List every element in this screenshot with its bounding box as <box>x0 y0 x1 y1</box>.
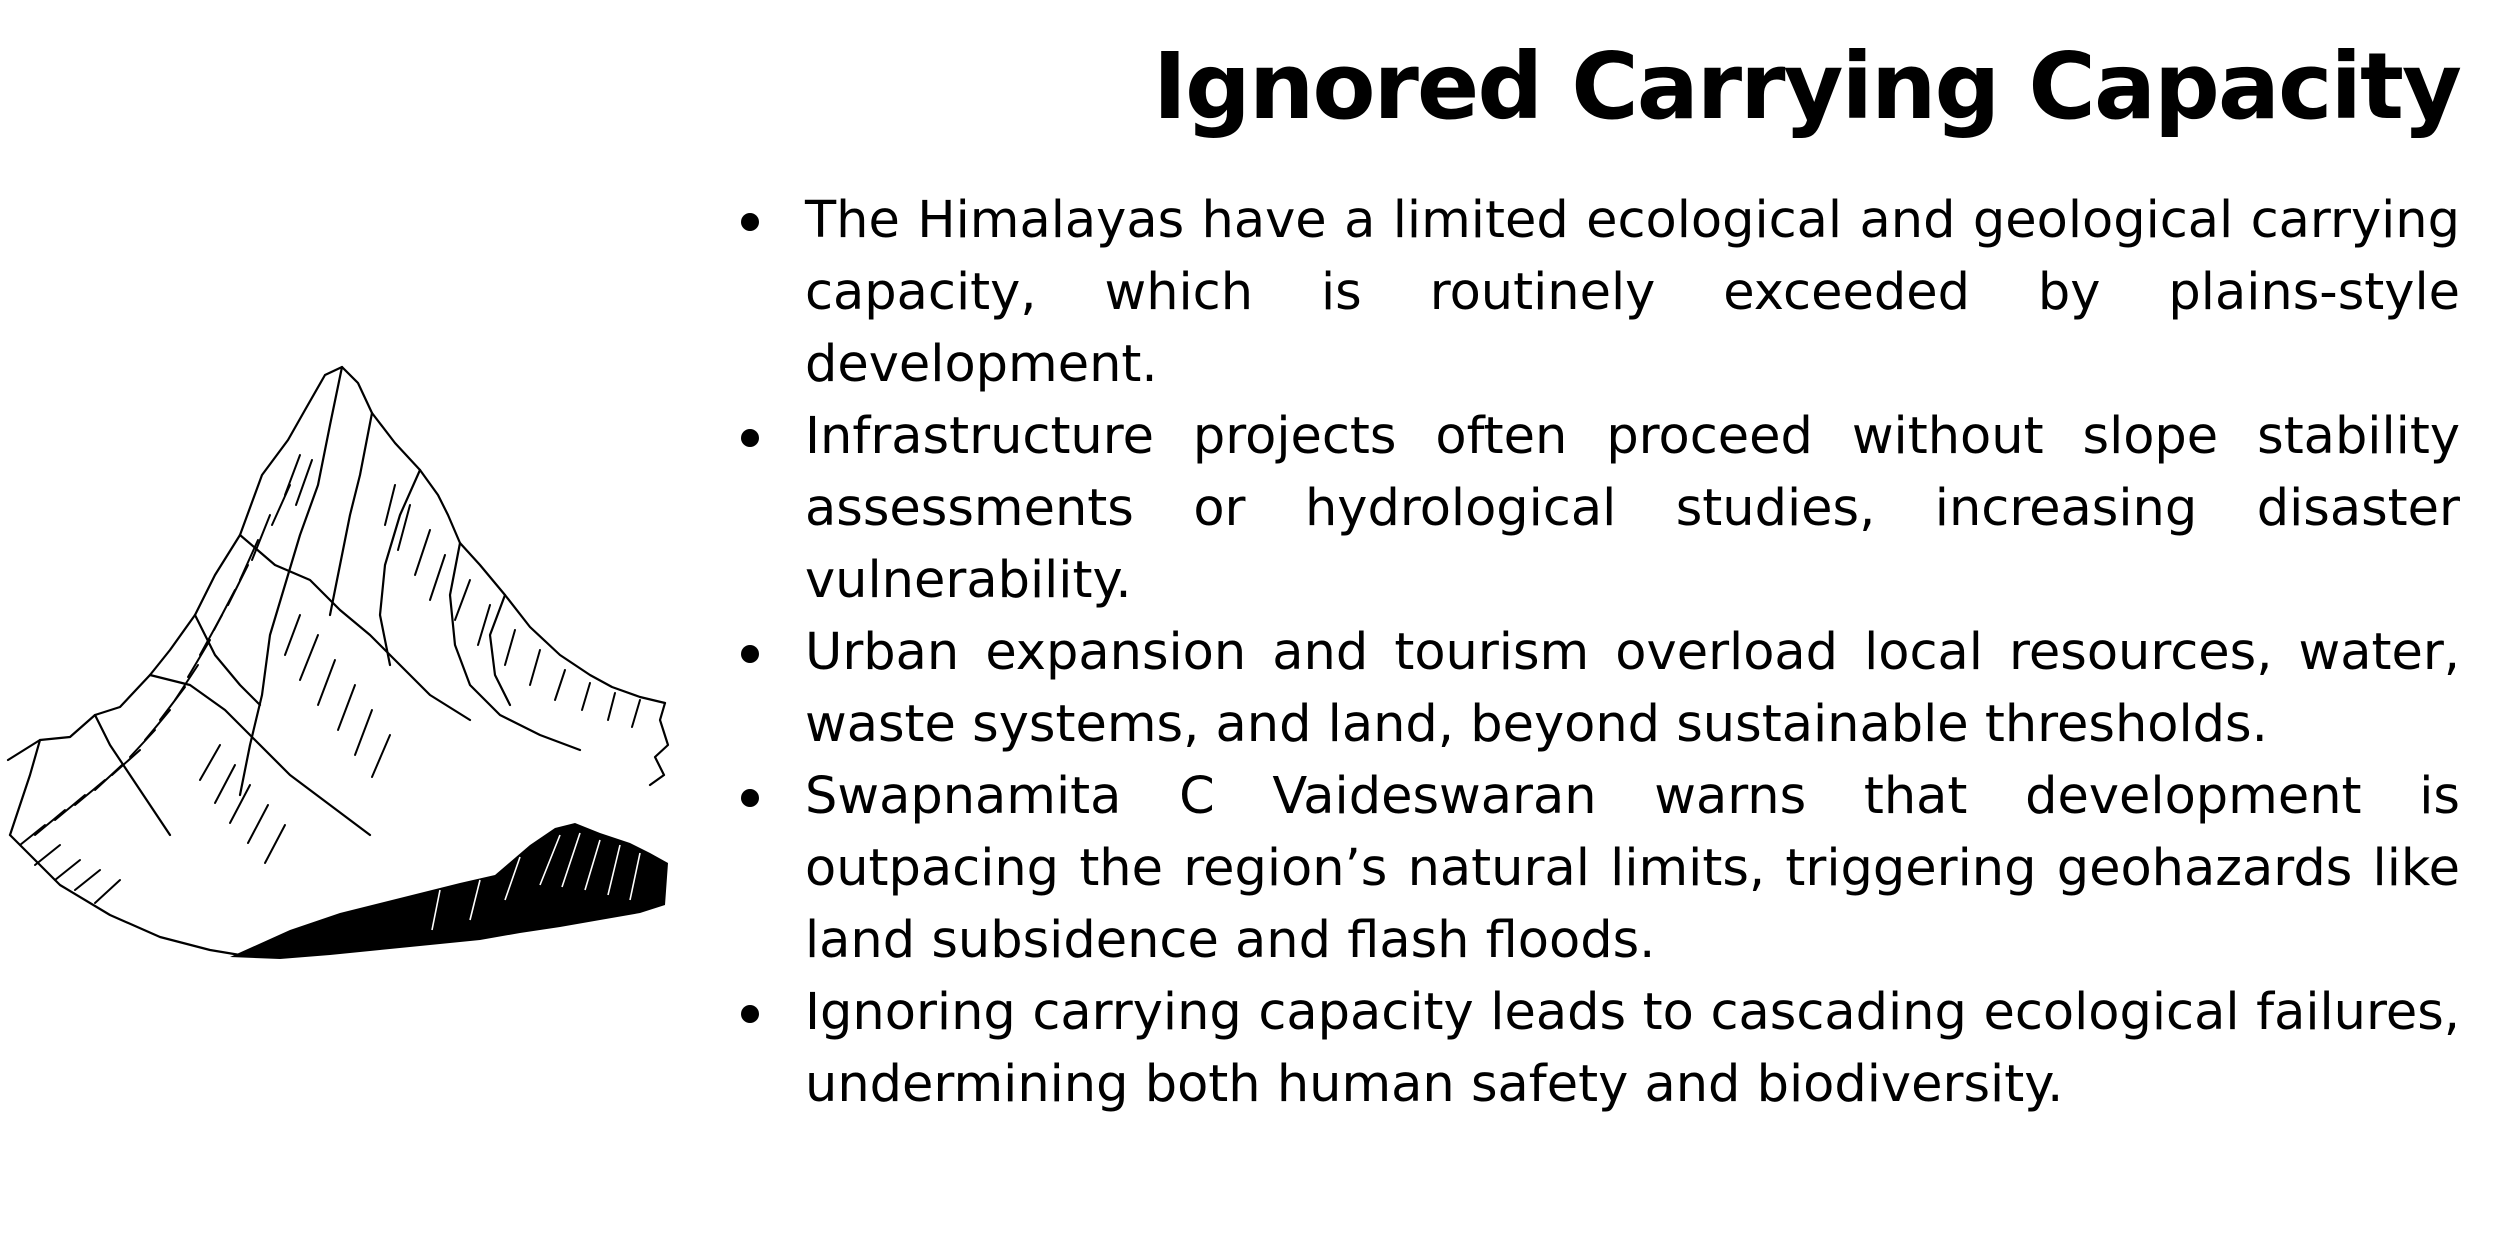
bullet-text: Infrastructure projects often proceed without slope stability assessments or hydrological studies, increasing disaster vulnerability. <box>805 407 2460 610</box>
bullet-icon <box>741 213 759 231</box>
list-item <box>735 977 2460 1121</box>
list-item <box>735 761 2460 977</box>
list-item <box>735 185 2460 401</box>
bullet-text: Urban expansion and tourism overload local resources, water, waste systems, and land, beyond sustainable thresholds. <box>805 623 2460 754</box>
bullet-list <box>735 185 2460 1121</box>
bullet-icon <box>741 429 759 447</box>
bullet-icon <box>741 645 759 663</box>
bullet-text: Swapnamita C Vaideswaran warns that development is outpacing the region’s natural limits, triggering geohazards like land subsidence and flash floods. <box>805 767 2460 970</box>
list-item <box>735 617 2460 761</box>
bullet-icon <box>741 789 759 807</box>
mountain-sketch-icon <box>0 365 680 965</box>
slide-title: Ignored Carrying Capacity <box>1152 33 2460 140</box>
bullet-icon <box>741 1005 759 1023</box>
bullet-text: The Himalayas have a limited ecological and geological carrying capacity, which is routinely exceeded by plains-style development. <box>805 191 2460 394</box>
bullet-text: Ignoring carrying capacity leads to cascading ecological failures, undermining both human safety and biodiversity. <box>805 983 2460 1114</box>
list-item <box>735 401 2460 617</box>
